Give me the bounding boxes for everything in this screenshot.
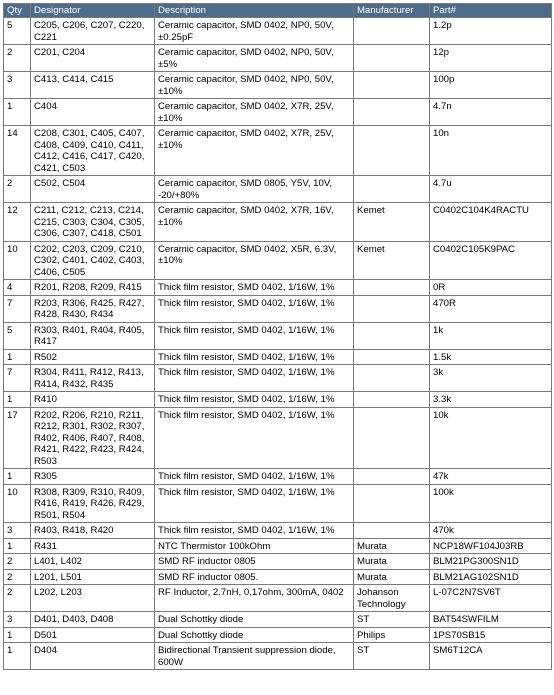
cell-designator: R410 [31, 392, 155, 408]
table-row [4, 126, 552, 176]
cell-manufacturer [354, 18, 430, 45]
cell-manufacturer [354, 392, 430, 408]
cell-designator: R203, R306, R425, R427, R428, R430, R434 [31, 295, 155, 322]
cell-part-number: 470k [430, 523, 552, 539]
cell-manufacturer [354, 99, 430, 126]
table-row [4, 484, 552, 523]
cell-part-number: BAT54SWFILM [430, 612, 552, 628]
cell-description: Thick film resistor, SMD 0402, 1/16W, 1% [155, 484, 354, 523]
cell-description: Thick film resistor, SMD 0402, 1/16W, 1% [155, 523, 354, 539]
cell-part-number: SM6T12CA [430, 643, 552, 670]
table-row [4, 554, 552, 570]
cell-description: Thick film resistor, SMD 0402, 1/16W, 1% [155, 280, 354, 296]
cell-part-number: L-07C2N7SV6T [430, 585, 552, 612]
cell-qty: 2 [4, 569, 31, 585]
cell-part-number: 47k [430, 469, 552, 485]
cell-description: Thick film resistor, SMD 0402, 1/16W, 1% [155, 295, 354, 322]
cell-designator: L202, L203 [31, 585, 155, 612]
cell-designator: C208, C301, C405, C407, C408, C409, C410, C411, C412, C416, C417, C420, C421, C503 [31, 126, 155, 176]
header-manufacturer: Manufacturer [354, 4, 430, 18]
cell-designator: R202, R206, R210, R211, R212, R301, R302, R307, R402, R406, R407, R408, R421, R422, R423, R424, R503 [31, 407, 155, 469]
cell-manufacturer [354, 45, 430, 72]
cell-qty: 10 [4, 484, 31, 523]
cell-qty: 3 [4, 523, 31, 539]
table-row [4, 322, 552, 349]
cell-manufacturer: Murata [354, 569, 430, 585]
cell-manufacturer [354, 469, 430, 485]
cell-designator: D401, D403, D408 [31, 612, 155, 628]
cell-qty: 14 [4, 126, 31, 176]
cell-description: Thick film resistor, SMD 0402, 1/16W, 1% [155, 407, 354, 469]
cell-designator: C502, C504 [31, 176, 155, 203]
cell-part-number: C0402C104K4RACTU [430, 203, 552, 242]
cell-description: RF Inductor, 2.7nH, 0,17ohm, 300mA, 0402 [155, 585, 354, 612]
cell-description: Dual Schottky diode [155, 627, 354, 643]
cell-designator: D501 [31, 627, 155, 643]
cell-description: Ceramic capacitor, SMD 0402, X7R, 25V, ±10% [155, 126, 354, 176]
cell-part-number: BLM21AG102SN1D [430, 569, 552, 585]
cell-manufacturer [354, 349, 430, 365]
header-description: Description [155, 4, 354, 18]
cell-description: Ceramic capacitor, SMD 0402, NP0, 50V, ±0.25pF [155, 18, 354, 45]
cell-part-number: 100p [430, 72, 552, 99]
table-row [4, 612, 552, 628]
cell-part-number: NCP18WF104J03RB [430, 538, 552, 554]
table-row [4, 99, 552, 126]
cell-part-number: 1.5k [430, 349, 552, 365]
cell-designator: C413, C414, C415 [31, 72, 155, 99]
cell-manufacturer [354, 365, 430, 392]
cell-qty: 4 [4, 280, 31, 296]
cell-manufacturer [354, 176, 430, 203]
header-designator: Designator [31, 4, 155, 18]
cell-description: NTC Thermistor 100kOhm [155, 538, 354, 554]
cell-manufacturer [354, 126, 430, 176]
cell-part-number: 1.2p [430, 18, 552, 45]
cell-designator: R304, R411, R412, R413, R414, R432, R435 [31, 365, 155, 392]
cell-description: Thick film resistor, SMD 0402, 1/16W, 1% [155, 392, 354, 408]
cell-qty: 1 [4, 643, 31, 670]
cell-qty: 5 [4, 18, 31, 45]
table-row [4, 365, 552, 392]
cell-designator: C404 [31, 99, 155, 126]
cell-qty: 12 [4, 203, 31, 242]
cell-part-number: 1k [430, 322, 552, 349]
table-row [4, 627, 552, 643]
table-row [4, 280, 552, 296]
cell-designator: R431 [31, 538, 155, 554]
cell-manufacturer [354, 72, 430, 99]
table-row [4, 538, 552, 554]
cell-description: Dual Schottky diode [155, 612, 354, 628]
cell-qty: 3 [4, 612, 31, 628]
cell-description: Ceramic capacitor, SMD 0402, X5R, 6.3V, ±10% [155, 241, 354, 280]
cell-manufacturer [354, 523, 430, 539]
cell-designator: C202, C203, C209, C210, C302, C401, C402, C403, C406, C505 [31, 241, 155, 280]
table-row [4, 569, 552, 585]
cell-description: Bidirectional Transient suppression diode, 600W [155, 643, 354, 670]
cell-manufacturer: Murata [354, 538, 430, 554]
cell-part-number: 3k [430, 365, 552, 392]
table-row [4, 176, 552, 203]
cell-manufacturer: Murata [354, 554, 430, 570]
table-row [4, 585, 552, 612]
cell-part-number: 1PS70SB15 [430, 627, 552, 643]
cell-manufacturer [354, 322, 430, 349]
header-row [4, 4, 552, 18]
cell-description: Ceramic capacitor, SMD 0402, X7R, 25V, ±10% [155, 99, 354, 126]
cell-designator: R305 [31, 469, 155, 485]
cell-qty: 2 [4, 176, 31, 203]
cell-part-number: 10k [430, 407, 552, 469]
cell-qty: 7 [4, 295, 31, 322]
table-row [4, 407, 552, 469]
cell-description: Ceramic capacitor, SMD 0402, X7R, 16V, ±10% [155, 203, 354, 242]
cell-description: Thick film resistor, SMD 0402, 1/16W, 1% [155, 322, 354, 349]
cell-qty: 1 [4, 392, 31, 408]
cell-manufacturer: Philips [354, 627, 430, 643]
table-row [4, 45, 552, 72]
cell-qty: 1 [4, 349, 31, 365]
table-row [4, 349, 552, 365]
cell-manufacturer [354, 407, 430, 469]
cell-manufacturer [354, 280, 430, 296]
table-row [4, 18, 552, 45]
cell-part-number: 12p [430, 45, 552, 72]
header-qty: Qty [4, 4, 31, 18]
cell-designator: R502 [31, 349, 155, 365]
cell-description: SMD RF inductor 0805. [155, 569, 354, 585]
cell-description: Ceramic capacitor, SMD 0402, NP0, 50V, ±5% [155, 45, 354, 72]
cell-qty: 7 [4, 365, 31, 392]
cell-manufacturer: Kemet [354, 241, 430, 280]
cell-description: Ceramic capacitor, SMD 0402, NP0, 50V, ±10% [155, 72, 354, 99]
table-row [4, 72, 552, 99]
cell-qty: 10 [4, 241, 31, 280]
cell-description: Thick film resistor, SMD 0402, 1/16W, 1% [155, 365, 354, 392]
cell-qty: 1 [4, 469, 31, 485]
table-row [4, 241, 552, 280]
cell-qty: 17 [4, 407, 31, 469]
cell-qty: 1 [4, 99, 31, 126]
cell-description: Thick film resistor, SMD 0402, 1/16W, 1% [155, 349, 354, 365]
cell-qty: 2 [4, 554, 31, 570]
cell-designator: D404 [31, 643, 155, 670]
cell-designator: L201, L501 [31, 569, 155, 585]
cell-part-number: BLM21PG300SN1D [430, 554, 552, 570]
cell-designator: C205, C206, C207, C220, C221 [31, 18, 155, 45]
cell-qty: 5 [4, 322, 31, 349]
table-row [4, 523, 552, 539]
cell-qty: 1 [4, 627, 31, 643]
cell-qty: 3 [4, 72, 31, 99]
cell-designator: C211, C212, C213, C214, C215, C303, C304, C305, C306, C307, C418, C501 [31, 203, 155, 242]
cell-qty: 2 [4, 585, 31, 612]
cell-designator: R308, R309, R310, R409, R416, R419, R426, R429, R501, R504 [31, 484, 155, 523]
table-row [4, 203, 552, 242]
cell-description: Ceramic capacitor, SMD 0805, Y5V, 10V, -20/+80% [155, 176, 354, 203]
cell-manufacturer: ST [354, 612, 430, 628]
bom-table-header [4, 4, 552, 18]
cell-description: Thick film resistor, SMD 0402, 1/16W, 1% [155, 469, 354, 485]
cell-part-number: 3.3k [430, 392, 552, 408]
table-row [4, 469, 552, 485]
cell-part-number: 100k [430, 484, 552, 523]
cell-designator: C201, C204 [31, 45, 155, 72]
cell-manufacturer [354, 295, 430, 322]
cell-qty: 2 [4, 45, 31, 72]
cell-part-number: 4.7u [430, 176, 552, 203]
cell-qty: 1 [4, 538, 31, 554]
bom-table [3, 3, 552, 670]
cell-part-number: 4.7n [430, 99, 552, 126]
cell-manufacturer [354, 484, 430, 523]
cell-designator: L401, L402 [31, 554, 155, 570]
cell-manufacturer: Kemet [354, 203, 430, 242]
header-part-number: Part# [430, 4, 552, 18]
table-row [4, 392, 552, 408]
cell-part-number: 10n [430, 126, 552, 176]
cell-part-number: 470R [430, 295, 552, 322]
cell-manufacturer: Johanson Technology [354, 585, 430, 612]
table-row [4, 643, 552, 670]
cell-part-number: 0R [430, 280, 552, 296]
cell-part-number: C0402C105K9PAC [430, 241, 552, 280]
cell-designator: R403, R418, R420 [31, 523, 155, 539]
cell-description: SMD RF inductor 0805 [155, 554, 354, 570]
table-row [4, 295, 552, 322]
cell-designator: R201, R208, R209, R415 [31, 280, 155, 296]
cell-designator: R303, R401, R404, R405, R417 [31, 322, 155, 349]
bom-table-body [4, 18, 552, 670]
cell-manufacturer: ST [354, 643, 430, 670]
